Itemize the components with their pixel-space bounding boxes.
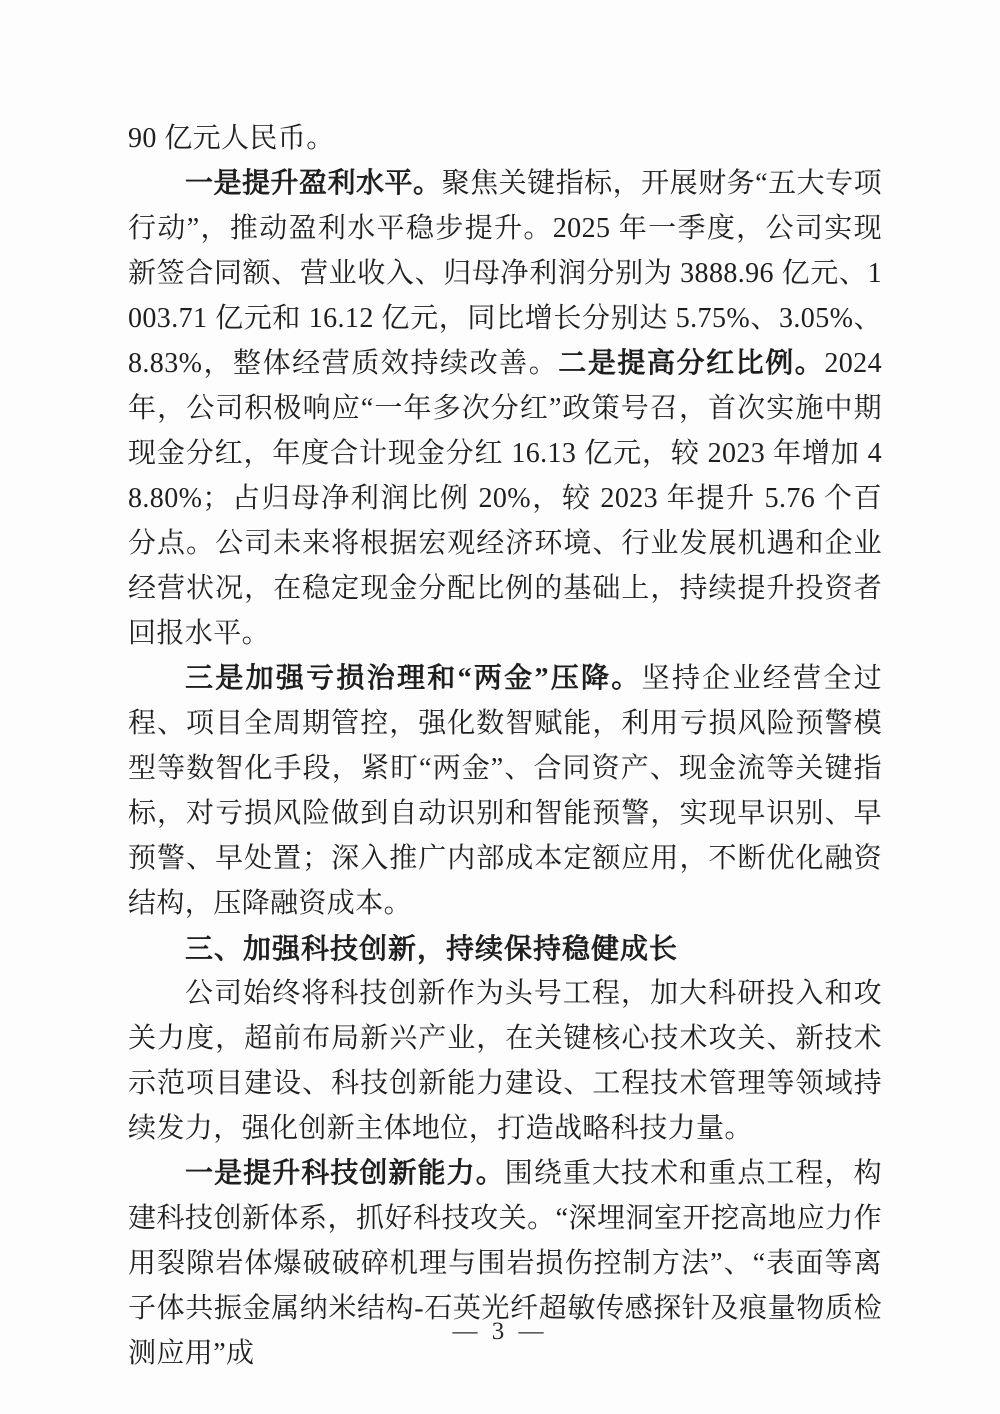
emphasis-run: 二是提高分红比例。 [558, 348, 825, 379]
paragraph [128, 116, 882, 161]
text-run: 90 亿元人民币。 [128, 123, 335, 154]
emphasis-run: 一是提升盈利水平。 [185, 168, 442, 199]
emphasis-run: 三是加强亏损治理和“两金”压降。 [185, 663, 642, 694]
page-footer [0, 1318, 1000, 1346]
section-heading [128, 926, 882, 971]
document-body [128, 116, 882, 1376]
text-run: 公司始终将科技创新作为头号工程，加大科研投入和攻关力度，超前布局新兴产业，在关键核心技术攻关、新技术示范项目建设、科技创新能力建设、工程技术管理等领域持续发力，强化创新主体地位，打造战略科技力量。 [128, 978, 882, 1144]
text-run: 坚持企业经营全过程、项目全周期管控，强化数智赋能，利用亏损风险预警模型等数智化手段，紧盯“两金”、合同资产、现金流等关键指标，对亏损风险做到自动识别和智能预警，实现早识别、早预警、早处置；深入推广内部成本定额应用，不断优化融资结构，压降融资成本。 [128, 663, 883, 919]
paragraph [128, 656, 882, 926]
emphasis-run: 一是提升科技创新能力。 [185, 1158, 505, 1189]
paragraph [128, 161, 882, 656]
paragraph [128, 971, 882, 1151]
emphasis-run: 三、加强科技创新，持续保持稳健成长 [185, 933, 679, 964]
page-number: — 3 — [452, 1318, 548, 1345]
text-run: 围绕重大技术和重点工程，构建科技创新体系，抓好科技攻关。“深埋洞室开挖高地应力作用裂隙岩体爆破破碎机理与围岩损伤控制方法”、“表面等离子体共振金属纳米结构-石英光纤超敏传感探针及痕量物质检测应用”成 [128, 1158, 882, 1369]
text-run: 2024 年，公司积极响应“一年多次分红”政策号召，首次实施中期现金分红，年度合计现金分红 16.13 亿元，较 2023 年增加 48.80%；占归母净利润比例 20%，较 2023 年提升 5.76 个百分点。公司未来将根据宏观经济环境、行业发展机遇和企业经营状况，在稳定现金分配比例的基础上，持续提升投资者回报水平。 [128, 348, 882, 649]
text-run: 聚焦关键指标，开展财务“五大专项行动”，推动盈利水平稳步提升。2025 年一季度，公司实现新签合同额、营业收入、归母净利润分别为 3888.96 亿元、1003.71 亿元和 16.12 亿元，同比增长分别达 5.75%、3.05%、8.83%，整体经营质效持续改善。 [128, 168, 882, 379]
